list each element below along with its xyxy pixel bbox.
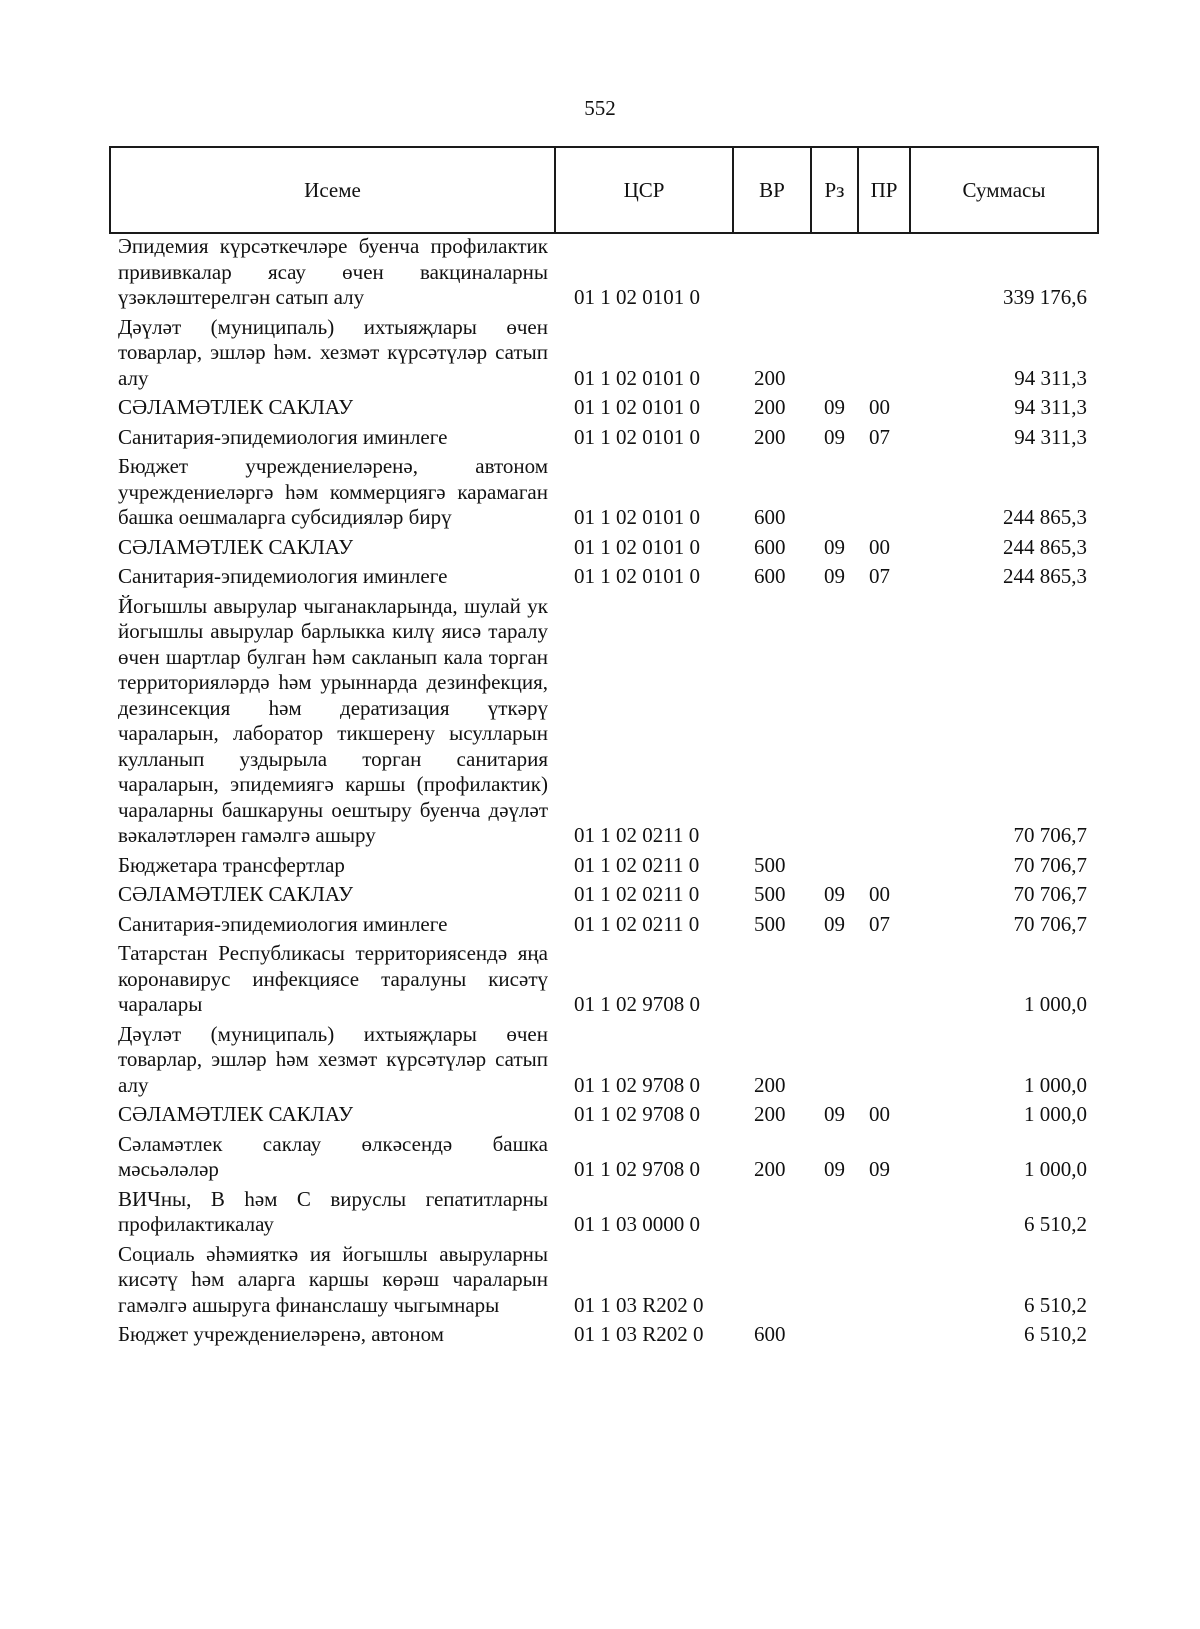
cell-csr: 01 1 02 9708 0	[574, 1072, 700, 1097]
cell-csr: 01 1 02 9708 0	[574, 1102, 700, 1126]
header-pr: ПР	[858, 147, 910, 233]
cell-csr: 01 1 02 0101 0	[574, 424, 700, 449]
table-row	[109, 315, 1097, 396]
cell-pr: 00	[869, 882, 890, 906]
cell-rz	[810, 941, 857, 1022]
cell-rz	[810, 1187, 857, 1242]
cell-name: Йогышлы авырулар чыганакларында, шулай ук йогышлы авырулар барлыкка килү яисә таралу өчен шартлар булган һәм сакланып кала торган территорияләрдә һәм урыннарда дезинфекция, дезинсекция һәм дератизация үткәрү чараларын, лаборатор тикшерену ысулларын кулланып уздырыла торган санитария чараларын, эпидемиягә каршы (профилактик) чараларны башкаруны оештыру буенча дәүләт вәкаләтләрен гамәлгә ашыру	[118, 593, 548, 847]
cell-pr	[857, 315, 909, 396]
cell-sum: 94 311,3	[1014, 365, 1087, 390]
cell-rz: 09	[824, 1157, 845, 1181]
header-name: Исеме	[110, 147, 555, 233]
cell-sum: 1 000,0	[1024, 1102, 1087, 1126]
cell-rz	[810, 1022, 857, 1103]
cell-csr: 01 1 02 0211 0	[574, 823, 700, 847]
cell-pr	[857, 234, 909, 315]
cell-vr: 200	[754, 1157, 786, 1181]
cell-pr	[857, 941, 909, 1022]
table-row	[109, 1187, 1097, 1242]
cell-vr	[732, 234, 810, 315]
header-csr: ЦСР	[555, 147, 733, 233]
table-row	[109, 1242, 1097, 1323]
cell-name: Татарстан Республикасы территориясендә яңа коронавирус инфекциясе таралуны кисәтү чаралары	[118, 941, 548, 1016]
table-row	[109, 1022, 1097, 1103]
cell-csr: 01 1 02 9708 0	[574, 992, 700, 1016]
cell-pr: 00	[869, 534, 890, 559]
cell-csr: 01 1 02 0101 0	[574, 564, 700, 588]
cell-name: Дәүләт (муниципаль) ихтыяҗлары өчен товарлар, эшләр һәм хезмәт күрсәтүләр сатып алу	[118, 1021, 548, 1097]
cell-name: Сәламәтлек саклау өлкәсендә башка мәсьәләләр	[118, 1131, 548, 1181]
cell-vr: 500	[754, 882, 786, 906]
cell-rz	[810, 594, 857, 853]
cell-name: СӘЛАМӘТЛЕК САКЛАУ	[118, 395, 354, 419]
header-rz: Рз	[811, 147, 858, 233]
cell-name: Санитария-эпидемиология иминлеге	[118, 911, 448, 936]
cell-vr: 200	[754, 365, 786, 390]
cell-sum: 94 311,3	[1014, 395, 1087, 419]
cell-name: Дәүләт (муниципаль) ихтыяҗлары өчен товарлар, эшләр һәм. хезмәт күрсәтүләр сатып алу	[118, 314, 548, 390]
cell-csr: 01 1 03 0000 0	[574, 1212, 700, 1236]
cell-rz: 09	[824, 424, 845, 449]
cell-pr: 09	[869, 1157, 890, 1181]
cell-name: Бюджетара трансфертлар	[118, 852, 345, 877]
cell-pr: 07	[869, 424, 890, 449]
cell-csr: 01 1 02 9708 0	[574, 1157, 700, 1181]
cell-sum: 1 000,0	[1024, 1072, 1087, 1097]
cell-pr: 00	[869, 395, 890, 419]
cell-rz	[810, 315, 857, 396]
cell-rz: 09	[824, 1102, 845, 1126]
cell-sum: 244 865,3	[1003, 534, 1087, 559]
cell-pr	[857, 1242, 909, 1323]
cell-csr: 01 1 03 R202 0	[574, 1292, 704, 1317]
cell-vr: 600	[754, 505, 786, 529]
cell-rz: 09	[824, 534, 845, 559]
cell-rz	[810, 1322, 857, 1352]
cell-sum: 6 510,2	[1024, 1212, 1087, 1236]
cell-sum: 1 000,0	[1024, 1157, 1087, 1181]
cell-sum: 94 311,3	[1014, 424, 1087, 449]
cell-csr: 01 1 02 0211 0	[574, 911, 700, 936]
cell-csr: 01 1 02 0211 0	[574, 852, 700, 877]
cell-sum: 6 510,2	[1024, 1322, 1087, 1346]
cell-name: Эпидемия күрсәткечләре буенча профилактик прививкалар ясау өчен вакциналарны үзәкләштерелгән сатып алу	[118, 234, 548, 309]
cell-rz	[810, 234, 857, 315]
cell-vr	[732, 941, 810, 1022]
cell-rz: 09	[824, 882, 845, 906]
cell-vr: 500	[754, 852, 786, 877]
cell-pr	[857, 1322, 909, 1352]
cell-vr	[732, 1242, 810, 1323]
table-row	[109, 454, 1097, 535]
header-sum: Суммасы	[910, 147, 1098, 233]
table-row	[109, 1102, 1097, 1132]
page-number: 552	[584, 96, 616, 120]
table-row	[109, 564, 1097, 594]
cell-pr	[857, 1022, 909, 1103]
cell-vr: 200	[754, 395, 786, 419]
table-row	[109, 395, 1097, 425]
cell-name: СӘЛАМӘТЛЕК САКЛАУ	[118, 1102, 354, 1126]
cell-pr	[857, 454, 909, 535]
cell-sum: 1 000,0	[1024, 992, 1087, 1016]
table-row	[109, 234, 1097, 315]
cell-csr: 01 1 02 0101 0	[574, 395, 700, 419]
cell-csr: 01 1 02 0101 0	[574, 285, 700, 309]
table-row	[109, 1322, 1097, 1352]
cell-name: Бюджет учреждениеләренә, автоном	[118, 1322, 444, 1346]
cell-csr: 01 1 02 0101 0	[574, 505, 700, 529]
cell-vr: 200	[754, 1072, 786, 1097]
header-vr: ВР	[733, 147, 811, 233]
cell-rz: 09	[824, 395, 845, 419]
cell-name: СӘЛАМӘТЛЕК САКЛАУ	[118, 882, 354, 906]
cell-csr: 01 1 02 0101 0	[574, 365, 700, 390]
table-row	[109, 882, 1097, 912]
cell-pr	[857, 1187, 909, 1242]
cell-csr: 01 1 03 R202 0	[574, 1322, 704, 1346]
table-header	[109, 146, 1099, 234]
cell-csr: 01 1 02 0211 0	[574, 882, 700, 906]
cell-pr	[857, 594, 909, 853]
table-row	[109, 535, 1097, 565]
table-row	[109, 425, 1097, 455]
cell-pr: 07	[869, 911, 890, 936]
cell-sum: 244 865,3	[1003, 564, 1087, 588]
cell-sum: 6 510,2	[1024, 1292, 1087, 1317]
cell-sum: 70 706,7	[1013, 823, 1087, 847]
cell-vr: 600	[754, 1322, 786, 1346]
cell-name: Бюджет учреждениеләренә, автоном учреждениеләргә һәм коммерциягә карамаган башка оешмаларга субсидияләр бирү	[118, 454, 548, 529]
table-row	[109, 594, 1097, 853]
cell-vr: 200	[754, 1102, 786, 1126]
cell-vr: 200	[754, 424, 786, 449]
cell-pr: 07	[869, 564, 890, 588]
budget-table	[109, 234, 1097, 1352]
cell-vr: 500	[754, 911, 786, 936]
cell-vr	[732, 594, 810, 853]
cell-sum: 244 865,3	[1003, 505, 1087, 529]
cell-csr: 01 1 02 0101 0	[574, 534, 700, 559]
cell-rz	[810, 454, 857, 535]
cell-vr: 600	[754, 564, 786, 588]
cell-name: Санитария-эпидемиология иминлеге	[118, 424, 448, 449]
cell-rz	[810, 853, 857, 883]
table-row	[109, 853, 1097, 883]
cell-vr	[732, 1187, 810, 1242]
cell-sum: 70 706,7	[1013, 852, 1087, 877]
table-row	[109, 941, 1097, 1022]
cell-sum: 70 706,7	[1013, 911, 1087, 936]
table-row	[109, 1132, 1097, 1187]
cell-rz: 09	[824, 911, 845, 936]
cell-name: СӘЛАМӘТЛЕК САКЛАУ	[118, 534, 354, 559]
cell-vr: 600	[754, 534, 786, 559]
cell-rz	[810, 1242, 857, 1323]
cell-sum: 339 176,6	[1003, 285, 1087, 309]
cell-pr	[857, 853, 909, 883]
cell-pr: 00	[869, 1102, 890, 1126]
cell-name: ВИЧны, В һәм С вируслы гепатитларны профилактикалау	[118, 1186, 548, 1236]
cell-name: Санитария-эпидемиология иминлеге	[118, 564, 448, 588]
cell-sum: 70 706,7	[1013, 882, 1087, 906]
table-row	[109, 912, 1097, 942]
cell-rz: 09	[824, 564, 845, 588]
table-body	[109, 234, 1097, 1352]
cell-name: Социаль әһәмияткә ия йогышлы авыруларны кисәтү һәм аларга каршы көрәш чараларын гамәлгә ашыруга финанслашу чыгымнары	[118, 1241, 548, 1317]
